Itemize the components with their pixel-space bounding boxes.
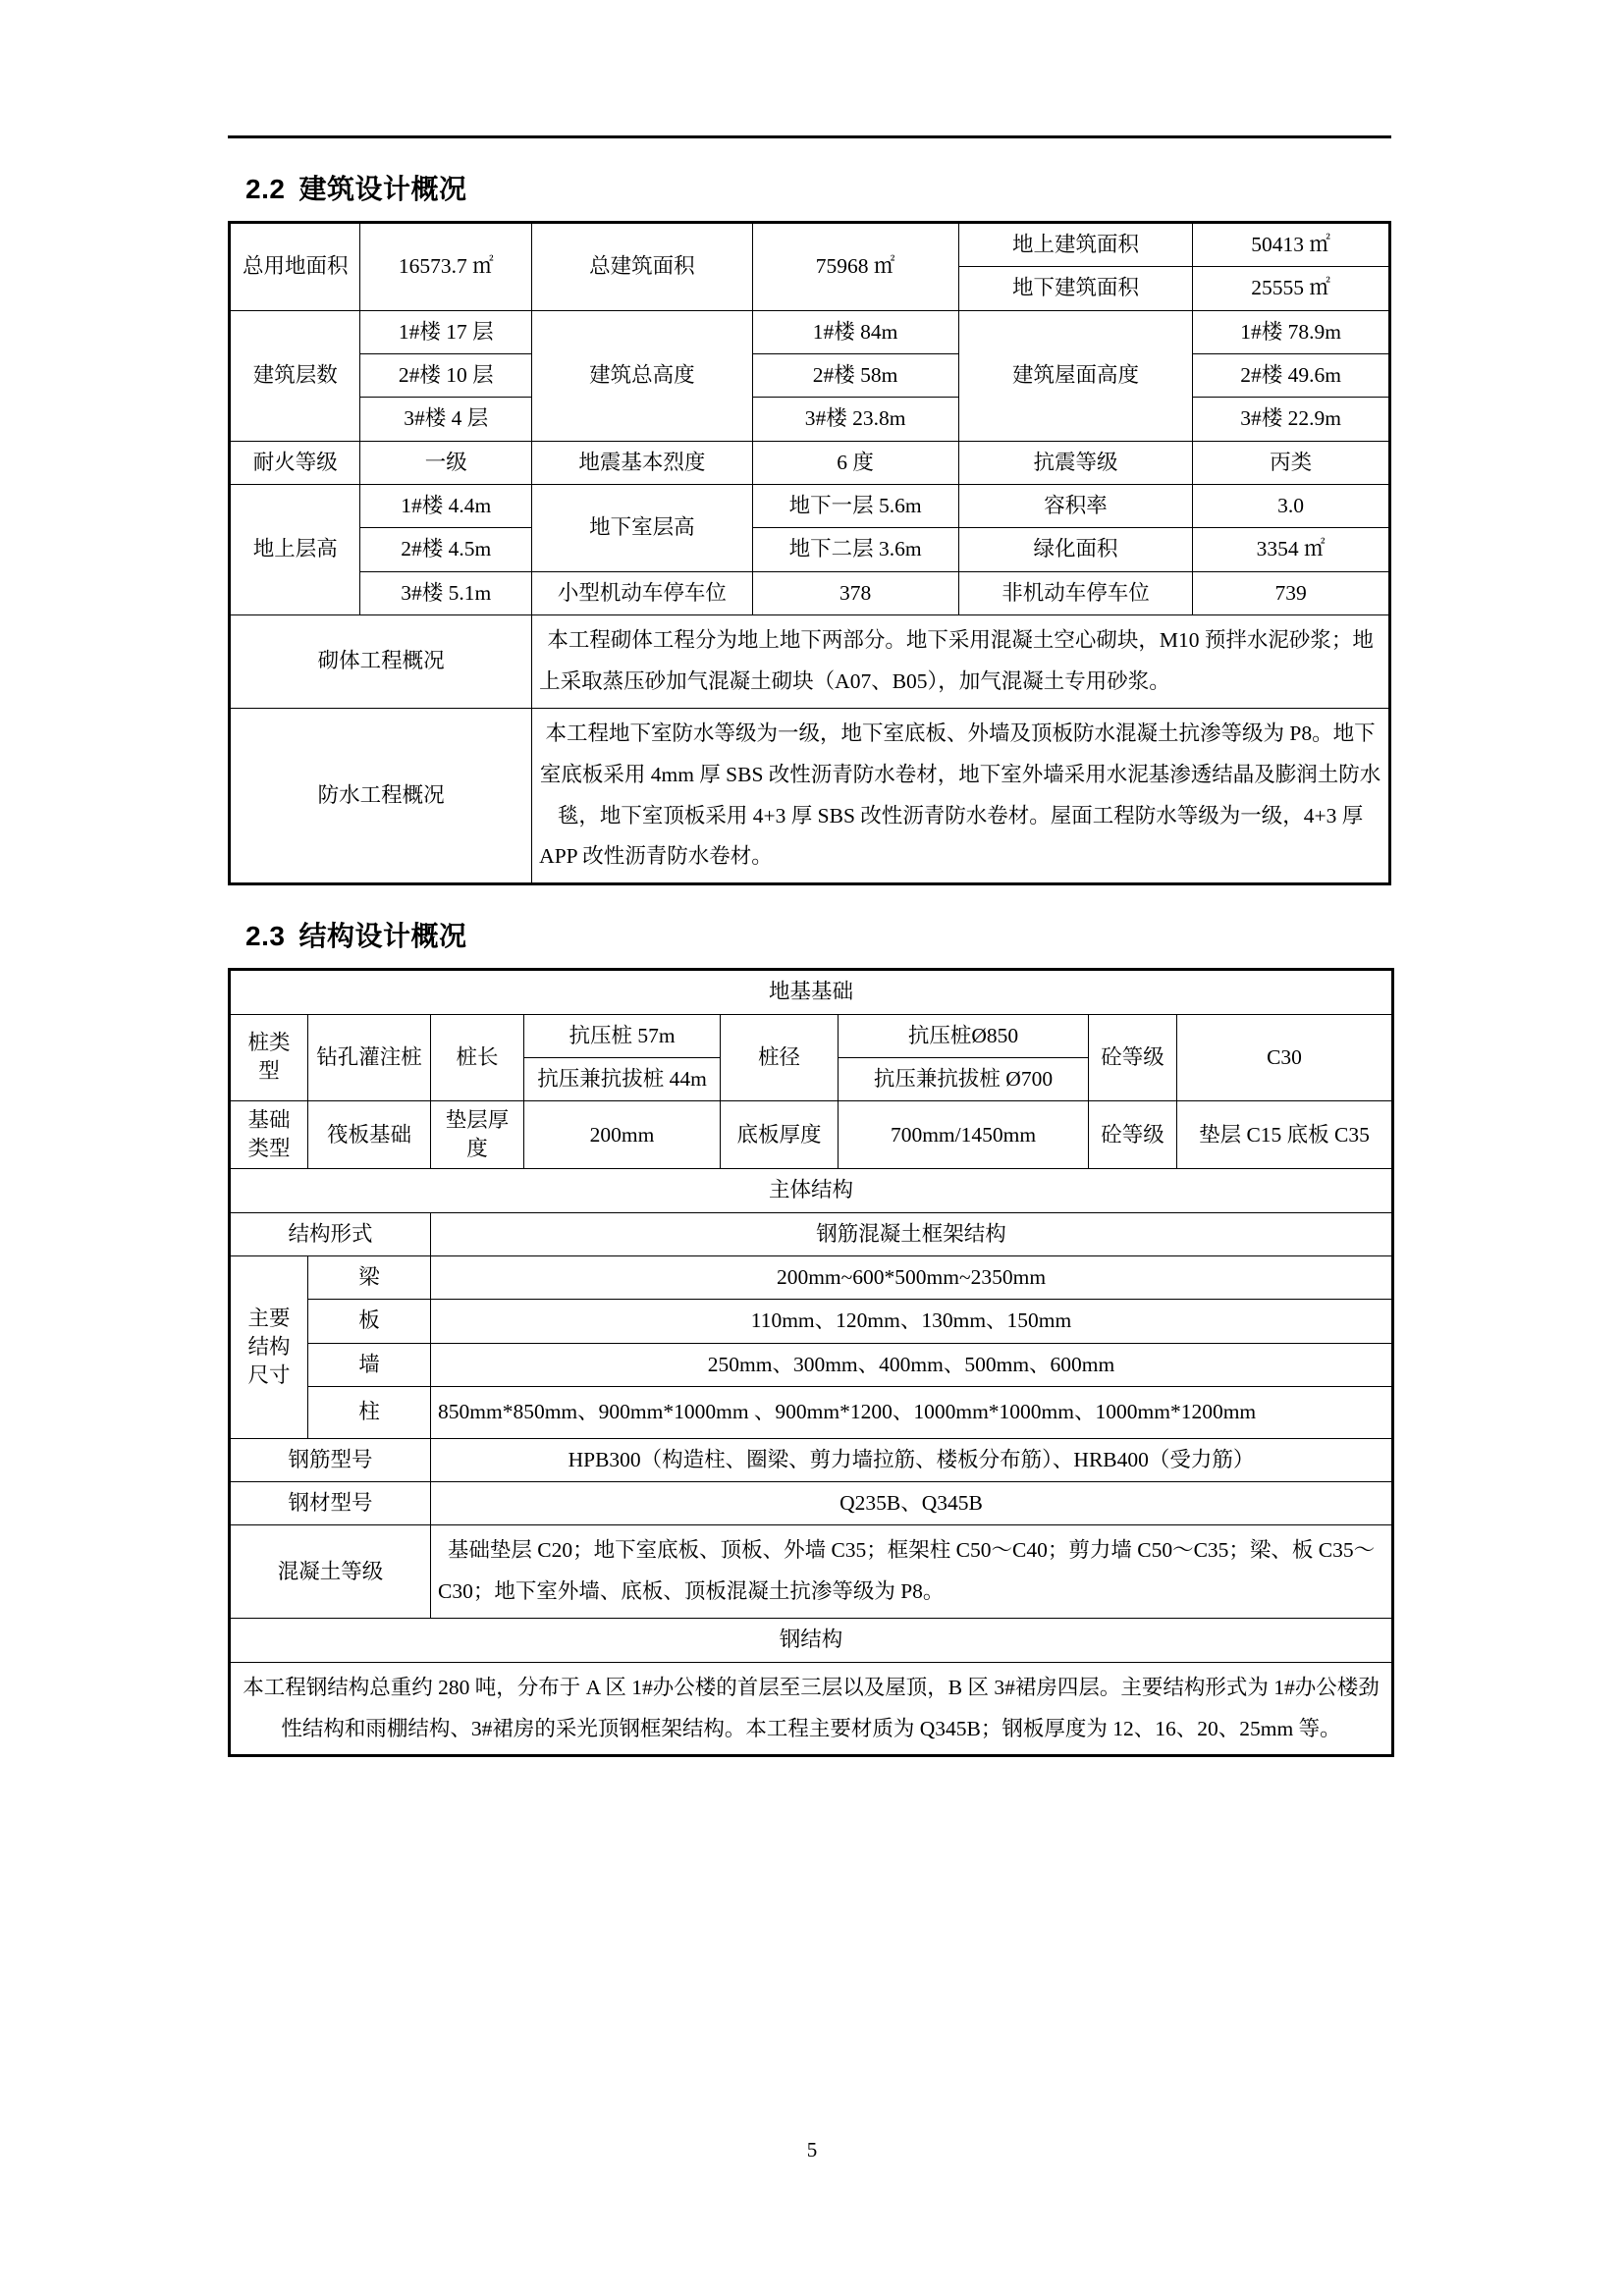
table-row bbox=[230, 353, 1390, 397]
main-structure-size-label: 主要结构尺寸 bbox=[230, 1255, 308, 1438]
page-content bbox=[228, 0, 1391, 1757]
slab-thickness-value: 700mm/1450mm bbox=[839, 1101, 1089, 1169]
car-parking-value: 378 bbox=[752, 571, 958, 614]
size-name-wall: 墙 bbox=[308, 1343, 431, 1386]
basement-height-value-2: 地下二层 3.6m bbox=[752, 528, 958, 571]
size-value-wall: 250mm、300mm、400mm、500mm、600mm bbox=[431, 1343, 1393, 1386]
foundation-section-header: 地基基础 bbox=[230, 970, 1393, 1014]
size-value-column: 850mm*850mm、900mm*1000mm 、900mm*1200、1000mm*1000mm、1000mm*1200mm bbox=[431, 1386, 1393, 1438]
cushion-thickness-label: 垫层厚度 bbox=[431, 1101, 524, 1169]
building-floors-label: 建筑层数 bbox=[230, 310, 360, 441]
pile-diameter-uplift-value: 抗压兼抗拔桩 Ø700 bbox=[839, 1057, 1089, 1100]
main-structure-section-header: 主体结构 bbox=[230, 1169, 1393, 1212]
steel-structure-section-header: 钢结构 bbox=[230, 1619, 1393, 1662]
building-total-height-label: 建筑总高度 bbox=[532, 310, 752, 441]
plot-ratio-value: 3.0 bbox=[1193, 484, 1390, 527]
table-row bbox=[230, 310, 1390, 353]
table-row bbox=[230, 528, 1390, 571]
table-row bbox=[230, 441, 1390, 484]
green-area-label: 绿化面积 bbox=[958, 528, 1193, 571]
page-number: 5 bbox=[806, 2138, 818, 2162]
foundation-type-value: 筏板基础 bbox=[308, 1101, 431, 1169]
waterproof-overview-text: 本工程地下室防水等级为一级，地下室底板、外墙及顶板防水混凝土抗渗等级为 P8。地下室底板采用 4mm 厚 SBS 改性沥青防水卷材，地下室外墙采用水泥基渗透结晶及膨润土防水毯，地下室顶板采用 4+3 厚 SBS 改性沥青防水卷材。屋面工程防水等级为一级，4+3 厚 APP 改性沥青防水卷材。 bbox=[532, 708, 1390, 884]
structural-overview-table bbox=[228, 968, 1394, 1757]
rebar-type-value: HPB300（构造柱、圈梁、剪力墙拉筋、楼板分布筋）、HRB400（受力筋） bbox=[431, 1438, 1393, 1481]
pile-type-value: 钻孔灌注桩 bbox=[308, 1014, 431, 1101]
storey-height-value-2: 2#楼 4.5m bbox=[360, 528, 532, 571]
rebar-type-label: 钢筋型号 bbox=[230, 1438, 431, 1481]
below-ground-area-value: 25555 ㎡ bbox=[1193, 267, 1390, 310]
pile-length-compression-value: 抗压桩 57m bbox=[524, 1014, 721, 1057]
table-row bbox=[230, 1101, 1393, 1169]
building-roof-height-value-2: 2#楼 49.6m bbox=[1193, 353, 1390, 397]
masonry-overview-text: 本工程砌体工程分为地上地下两部分。地下采用混凝土空心砌块，M10 预拌水泥砂浆；地上采取蒸压砂加气混凝土砌块（A07、B05），加气混凝土专用砂浆。 bbox=[532, 614, 1390, 708]
steel-type-label: 钢材型号 bbox=[230, 1482, 431, 1525]
total-land-area-value: 16573.7 ㎡ bbox=[360, 223, 532, 311]
table-row bbox=[230, 484, 1390, 527]
structure-form-value: 钢筋混凝土框架结构 bbox=[431, 1212, 1393, 1255]
seismic-intensity-value: 6 度 bbox=[752, 441, 958, 484]
seismic-grade-label: 抗震等级 bbox=[958, 441, 1193, 484]
pile-type-label: 桩类型 bbox=[230, 1014, 308, 1101]
pile-length-uplift-value: 抗压兼抗拔桩 44m bbox=[524, 1057, 721, 1100]
above-ground-area-label: 地上建筑面积 bbox=[958, 223, 1193, 267]
building-roof-height-value-3: 3#楼 22.9m bbox=[1193, 398, 1390, 441]
table-row bbox=[230, 1482, 1393, 1525]
storey-height-label: 地上层高 bbox=[230, 484, 360, 614]
above-ground-area-value: 50413 ㎡ bbox=[1193, 223, 1390, 267]
total-building-area-value: 75968 ㎡ bbox=[752, 223, 958, 311]
building-floors-value-2: 2#楼 10 层 bbox=[360, 353, 532, 397]
storey-height-value-1: 1#楼 4.4m bbox=[360, 484, 532, 527]
total-land-area-label: 总用地面积 bbox=[230, 223, 360, 311]
below-ground-area-label: 地下建筑面积 bbox=[958, 267, 1193, 310]
size-name-slab: 板 bbox=[308, 1300, 431, 1343]
building-total-height-value-2: 2#楼 58m bbox=[752, 353, 958, 397]
table-row bbox=[230, 1386, 1393, 1438]
building-total-height-value-3: 3#楼 23.8m bbox=[752, 398, 958, 441]
foundation-concrete-grade-value: 垫层 C15 底板 C35 bbox=[1177, 1101, 1393, 1169]
pile-concrete-grade-label: 砼等级 bbox=[1089, 1014, 1177, 1101]
bike-parking-value: 739 bbox=[1193, 571, 1390, 614]
table-row bbox=[230, 708, 1390, 884]
fire-resistance-label: 耐火等级 bbox=[230, 441, 360, 484]
pile-diameter-label: 桩径 bbox=[721, 1014, 839, 1101]
steel-structure-text: 本工程钢结构总重约 280 吨，分布于 A 区 1#办公楼的首层至三层以及屋顶，B 区 3#裙房四层。主要结构形式为 1#办公楼劲性结构和雨棚结构、3#裙房的采光顶钢框架结构。本工程主要材质为 Q345B；钢板厚度为 12、16、20、25mm 等。 bbox=[230, 1662, 1393, 1756]
table-row bbox=[230, 1212, 1393, 1255]
table-row bbox=[230, 398, 1390, 441]
concrete-level-label: 混凝土等级 bbox=[230, 1525, 431, 1619]
size-name-beam: 梁 bbox=[308, 1255, 431, 1299]
building-total-height-value-1: 1#楼 84m bbox=[752, 310, 958, 353]
building-roof-height-value-1: 1#楼 78.9m bbox=[1193, 310, 1390, 353]
section-heading-arch bbox=[245, 168, 1391, 207]
building-roof-height-label: 建筑屋面高度 bbox=[958, 310, 1193, 441]
section-number-struct: 2.3 bbox=[245, 921, 286, 952]
pile-diameter-compression-value: 抗压桩Ø850 bbox=[839, 1014, 1089, 1057]
slab-thickness-label: 底板厚度 bbox=[721, 1101, 839, 1169]
plot-ratio-label: 容积率 bbox=[958, 484, 1193, 527]
table-row bbox=[230, 1525, 1393, 1619]
table-row bbox=[230, 1438, 1393, 1481]
waterproof-overview-label: 防水工程概况 bbox=[230, 708, 532, 884]
section-heading-struct bbox=[245, 915, 1391, 954]
green-area-value: 3354 ㎡ bbox=[1193, 528, 1390, 571]
structure-form-label: 结构形式 bbox=[230, 1212, 431, 1255]
table-row bbox=[230, 1300, 1393, 1343]
foundation-concrete-grade-label: 砼等级 bbox=[1089, 1101, 1177, 1169]
table-row bbox=[230, 1255, 1393, 1299]
cushion-thickness-value: 200mm bbox=[524, 1101, 721, 1169]
basement-height-label: 地下室层高 bbox=[532, 484, 752, 571]
section-number-arch: 2.2 bbox=[245, 174, 286, 204]
masonry-overview-label: 砌体工程概况 bbox=[230, 614, 532, 708]
table-row bbox=[230, 970, 1393, 1014]
table-row bbox=[230, 223, 1390, 267]
architectural-overview-table bbox=[228, 221, 1391, 885]
basement-height-value-1: 地下一层 5.6m bbox=[752, 484, 958, 527]
size-value-slab: 110mm、120mm、130mm、150mm bbox=[431, 1300, 1393, 1343]
bike-parking-label: 非机动车停车位 bbox=[958, 571, 1193, 614]
section-title-struct: 结构设计概况 bbox=[298, 921, 467, 952]
table-row bbox=[230, 1662, 1393, 1756]
pile-concrete-grade-value: C30 bbox=[1177, 1014, 1393, 1101]
table-row bbox=[230, 614, 1390, 708]
section-title-arch: 建筑设计概况 bbox=[298, 174, 467, 204]
header-rule bbox=[228, 135, 1391, 138]
fire-resistance-value: 一级 bbox=[360, 441, 532, 484]
table-row bbox=[230, 571, 1390, 614]
seismic-grade-value: 丙类 bbox=[1193, 441, 1390, 484]
size-value-beam: 200mm~600*500mm~2350mm bbox=[431, 1255, 1393, 1299]
foundation-type-label: 基础类型 bbox=[230, 1101, 308, 1169]
storey-height-value-3: 3#楼 5.1m bbox=[360, 571, 532, 614]
size-name-column: 柱 bbox=[308, 1386, 431, 1438]
table-row bbox=[230, 1014, 1393, 1057]
table-row bbox=[230, 1169, 1393, 1212]
car-parking-label: 小型机动车停车位 bbox=[532, 571, 752, 614]
pile-length-label: 桩长 bbox=[431, 1014, 524, 1101]
table-row bbox=[230, 1619, 1393, 1662]
steel-type-value: Q235B、Q345B bbox=[431, 1482, 1393, 1525]
table-row bbox=[230, 1343, 1393, 1386]
building-floors-value-1: 1#楼 17 层 bbox=[360, 310, 532, 353]
total-building-area-label: 总建筑面积 bbox=[532, 223, 752, 311]
seismic-intensity-label: 地震基本烈度 bbox=[532, 441, 752, 484]
concrete-level-value: 基础垫层 C20；地下室底板、顶板、外墙 C35；框架柱 C50～C40；剪力墙 C50～C35；梁、板 C35～C30；地下室外墙、底板、顶板混凝土抗渗等级为 P8。 bbox=[431, 1525, 1393, 1619]
building-floors-value-3: 3#楼 4 层 bbox=[360, 398, 532, 441]
